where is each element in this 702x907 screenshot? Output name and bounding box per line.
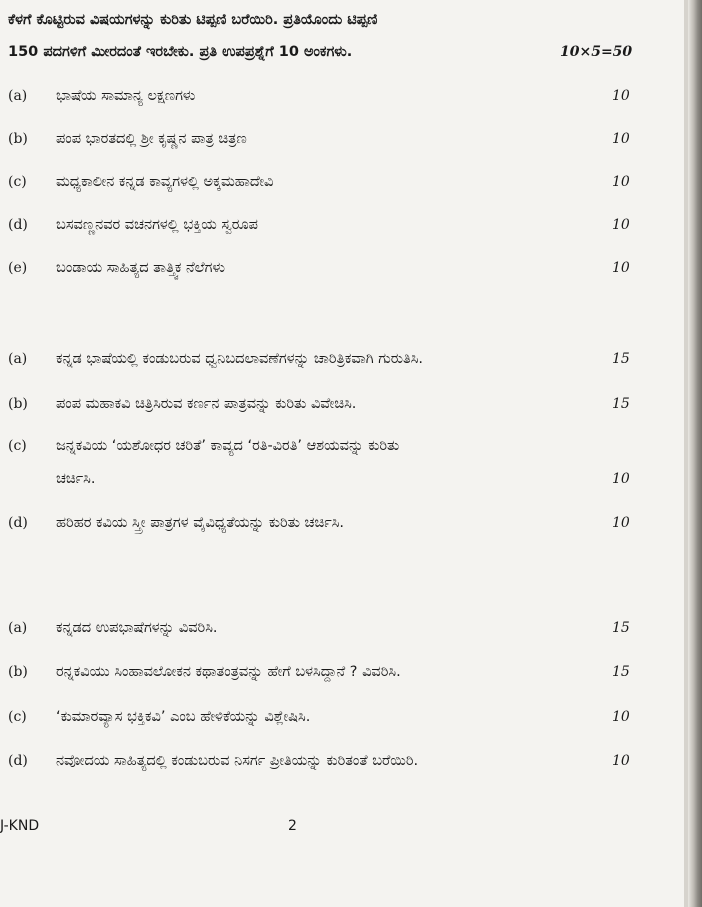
question-text: ಪಂಪ ಮಹಾಕವಿ ಚಿತ್ರಿಸಿರುವ ಕರ್ಣನ ಪಾತ್ರವನ್ನು ಕುರಿತು ವಿವೇಚಿಸಿ. bbox=[56, 396, 357, 412]
question-label: (d) bbox=[8, 217, 28, 233]
question-text: ‘ಕುಮಾರವ್ಯಾಸ ಭಕ್ತಿಕವಿ’ ಎಂಬ ಹೇಳಿಕೆಯನ್ನು ವಿಶ್ಲೇಷಿಸಿ. bbox=[56, 709, 311, 725]
instruction-line-1: ಕೆಳಗೆ ಕೊಟ್ಟಿರುವ ವಿಷಯಗಳನ್ನು ಕುರಿತು ಟಿಪ್ಪಣಿ ಬರೆಯಿರಿ. ಪ್ರತಿಯೊಂದು ಟಿಪ್ಪಣಿ bbox=[8, 12, 378, 28]
question-marks: 15 bbox=[612, 664, 630, 680]
question-text: ಮಧ್ಯಕಾಲೀನ ಕನ್ನಡ ಕಾವ್ಯಗಳಲ್ಲಿ ಅಕ್ಕಮಹಾದೇವಿ bbox=[56, 174, 274, 190]
question-item bbox=[0, 174, 640, 198]
question-label: (c) bbox=[8, 438, 27, 454]
question-item bbox=[0, 620, 640, 644]
question-item bbox=[0, 753, 640, 777]
question-item bbox=[0, 396, 640, 420]
question-label: (d) bbox=[8, 753, 28, 769]
question-item bbox=[0, 351, 640, 375]
paper-code: J-KND bbox=[0, 818, 40, 834]
question-marks: 10 bbox=[612, 260, 630, 276]
question-label: (d) bbox=[8, 515, 28, 531]
question-item bbox=[0, 515, 640, 539]
question-text: ಕನ್ನಡ ಭಾಷೆಯಲ್ಲಿ ಕಂಡುಬರುವ ಧ್ವನಿಬದಲಾವಣೆಗಳನ್ನು ಚಾರಿತ್ರಿಕವಾಗಿ ಗುರುತಿಸಿ. bbox=[56, 351, 424, 367]
question-label: (a) bbox=[8, 620, 28, 636]
question-marks: 15 bbox=[612, 396, 630, 412]
question-text: ನವೋದಯ ಸಾಹಿತ್ಯದಲ್ಲಿ ಕಂಡುಬರುವ ನಿಸರ್ಗ ಪ್ರೀತಿಯನ್ನು ಕುರಿತಂತೆ ಬರೆಯಿರಿ. bbox=[56, 753, 419, 769]
question-marks: 10 bbox=[612, 88, 630, 104]
question-item bbox=[0, 438, 640, 462]
question-marks: 10 bbox=[612, 753, 630, 769]
question-item bbox=[0, 88, 640, 112]
question-label: (e) bbox=[8, 260, 28, 276]
question-label: (c) bbox=[8, 709, 27, 725]
question-label: (c) bbox=[8, 174, 27, 190]
question-label: (b) bbox=[8, 131, 28, 147]
question-text-continued: ಚರ್ಚಿಸಿ. bbox=[56, 471, 96, 487]
question-item bbox=[0, 217, 640, 241]
question-text: ಜನ್ನಕವಿಯ ‘ಯಶೋಧರ ಚರಿತೆ’ ಕಾವ್ಯದ ‘ರತಿ-ವಿರತಿ’ ಆಶಯವನ್ನು ಕುರಿತು bbox=[56, 438, 400, 454]
question-marks: 10 bbox=[612, 709, 630, 725]
question-marks: 15 bbox=[612, 620, 630, 636]
question-marks: 15 bbox=[612, 351, 630, 367]
question-label: (b) bbox=[8, 664, 28, 680]
page-edge bbox=[688, 0, 702, 907]
question-text: ಬಸವಣ್ಣನವರ ವಚನಗಳಲ್ಲಿ ಭಕ್ತಿಯ ಸ್ವರೂಪ bbox=[56, 217, 258, 233]
question-text: ಭಾಷೆಯ ಸಾಮಾನ್ಯ ಲಕ್ಷಣಗಳು bbox=[56, 88, 196, 104]
total-marks: 10×5=50 bbox=[560, 44, 633, 60]
question-marks: 10 bbox=[612, 174, 630, 190]
question-label: (b) bbox=[8, 396, 28, 412]
question-marks: 10 bbox=[612, 217, 630, 233]
question-marks: 10 bbox=[612, 131, 630, 147]
question-text: ರನ್ನಕವಿಯು ಸಿಂಹಾವಲೋಕನ ಕಥಾತಂತ್ರವನ್ನು ಹೇಗೆ ಬಳಸಿದ್ದಾನೆ ? ವಿವರಿಸಿ. bbox=[56, 664, 401, 680]
question-text: ಬಂಡಾಯ ಸಾಹಿತ್ಯದ ತಾತ್ತ್ವಿಕ ನೆಲೆಗಳು bbox=[56, 260, 225, 276]
question-item bbox=[0, 709, 640, 733]
question-text: ಹರಿಹರ ಕವಿಯ ಸ್ತ್ರೀ ಪಾತ್ರಗಳ ವೈವಿಧ್ಯತೆಯನ್ನು ಕುರಿತು ಚರ್ಚಿಸಿ. bbox=[56, 515, 345, 531]
question-text: ಕನ್ನಡದ ಉಪಭಾಷೆಗಳನ್ನು ವಿವರಿಸಿ. bbox=[56, 620, 218, 636]
question-item bbox=[0, 260, 640, 284]
question-item bbox=[0, 664, 640, 688]
question-label: (a) bbox=[8, 351, 28, 367]
question-label: (a) bbox=[8, 88, 28, 104]
instruction-line-2: 150 ಪದಗಳಿಗೆ ಮೀರದಂತೆ ಇರಬೇಕು. ಪ್ರತಿ ಉಪಪ್ರಶ್ನೆಗೆ 10 ಅಂಕಗಳು. bbox=[8, 44, 353, 60]
page-number: 2 bbox=[288, 818, 297, 834]
question-item-continuation bbox=[0, 471, 640, 495]
question-marks: 10 bbox=[612, 515, 630, 531]
question-marks: 10 bbox=[612, 471, 630, 487]
question-text: ಪಂಪ ಭಾರತದಲ್ಲಿ ಶ್ರೀ ಕೃಷ್ಣನ ಪಾತ್ರ ಚಿತ್ರಣ bbox=[56, 131, 247, 147]
question-item bbox=[0, 131, 640, 155]
